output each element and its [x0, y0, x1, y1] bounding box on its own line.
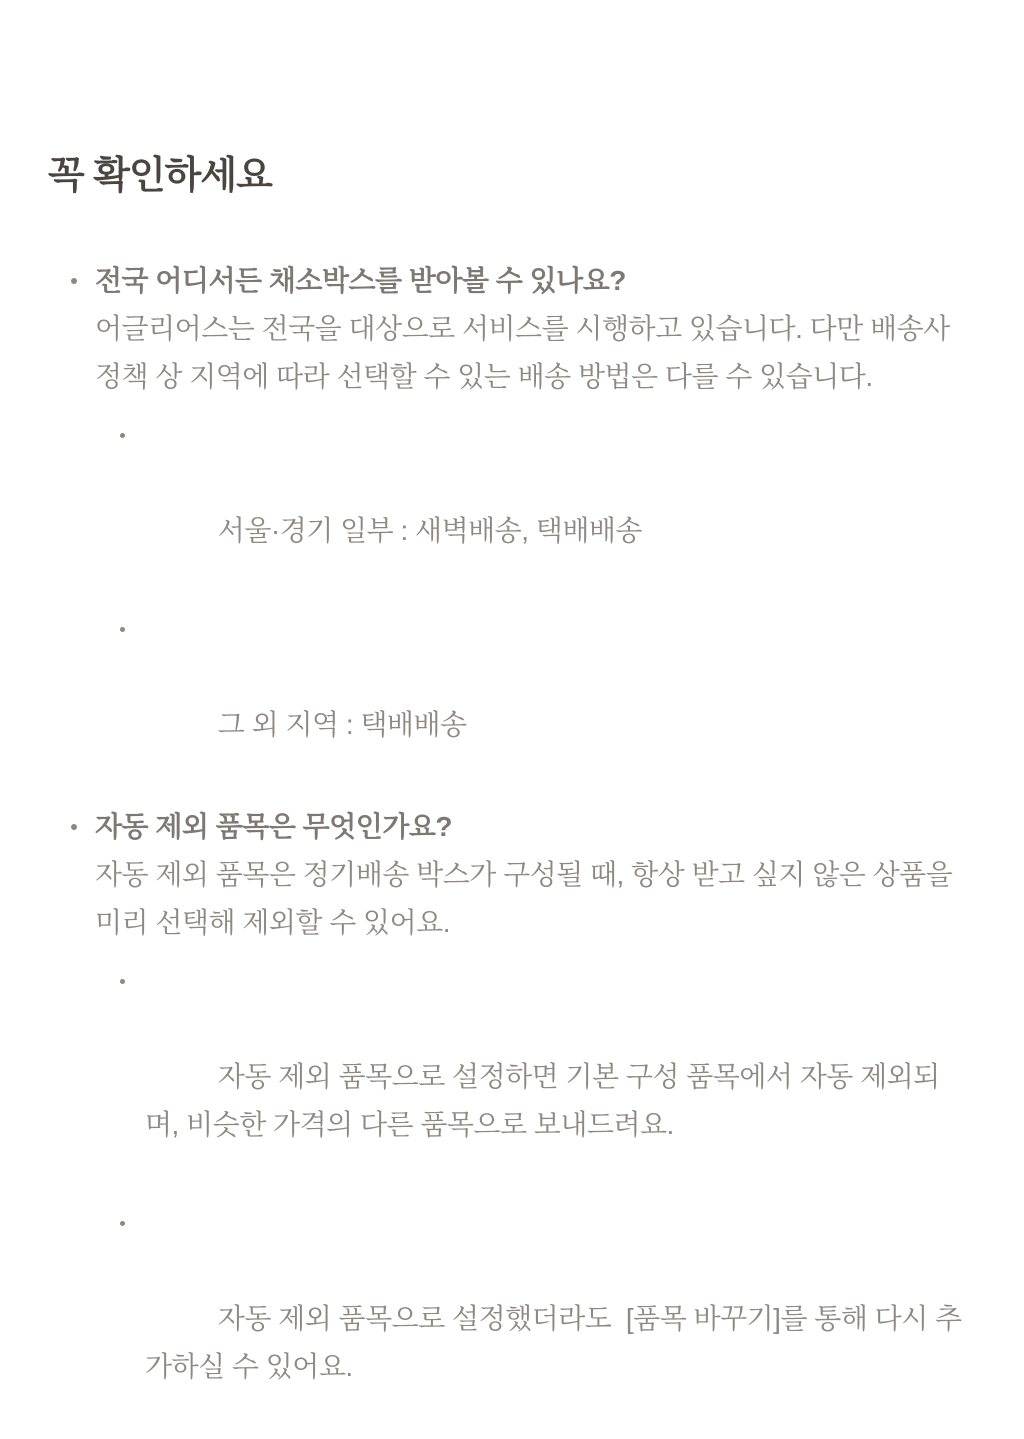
- faq-answer: 어글리어스는 전국을 대상으로 서비스를 시행하고 있습니다. 다만 배송사 정책 상 지역에 따라 선택할 수 있는 배송 방법은 다를 수 있습니다.: [95, 313, 957, 392]
- subnote-item: [48, 411, 966, 603]
- faq-item-auto-exclude: [48, 803, 966, 1439]
- subnote-item: [48, 957, 966, 1197]
- bullet-icon: [71, 824, 77, 830]
- subnote-item: [48, 605, 966, 797]
- faq-answer: 자동 제외 품목은 정기배송 박스가 구성될 때, 항상 받고 싶지 않은 상품을 미리 선택해 제외할 수 있어요.: [95, 859, 960, 938]
- sub-bullet-icon: [120, 433, 125, 438]
- faq-question: [48, 803, 966, 851]
- faq-subnote-list: [48, 411, 966, 797]
- sub-bullet-icon: [120, 627, 125, 632]
- faq-question-text: 전국 어디서든 채소박스를 받아볼 수 있나요?: [95, 265, 626, 296]
- section-title: 꼭 확인하세요: [48, 155, 272, 197]
- faq-item-delivery: [48, 257, 966, 797]
- faq-list: [48, 257, 966, 1439]
- subnote-text: 그 외 지역 : 택배배송: [217, 709, 467, 740]
- subnote-text: 서울·경기 일부 : 새벽배송, 택배배송: [217, 515, 642, 546]
- subnote-text: 자동 제외 품목으로 설정하면 기본 구성 품목에서 자동 제외되며, 비슷한 가격의 다른 품목으로 보내드려요.: [145, 1061, 940, 1140]
- bullet-icon: [71, 278, 77, 284]
- faq-question: [48, 257, 966, 305]
- faq-subnote-list: [48, 957, 966, 1439]
- faq-question-text: 자동 제외 품목은 무엇인가요?: [95, 811, 453, 842]
- subnote-item: [48, 1199, 966, 1439]
- subnote-text: 자동 제외 품목으로 설정했더라도 [품목 바꾸기]를 통해 다시 추가하실 수 있어요.: [145, 1303, 962, 1382]
- sub-bullet-icon: [120, 979, 125, 984]
- sub-bullet-icon: [120, 1221, 125, 1226]
